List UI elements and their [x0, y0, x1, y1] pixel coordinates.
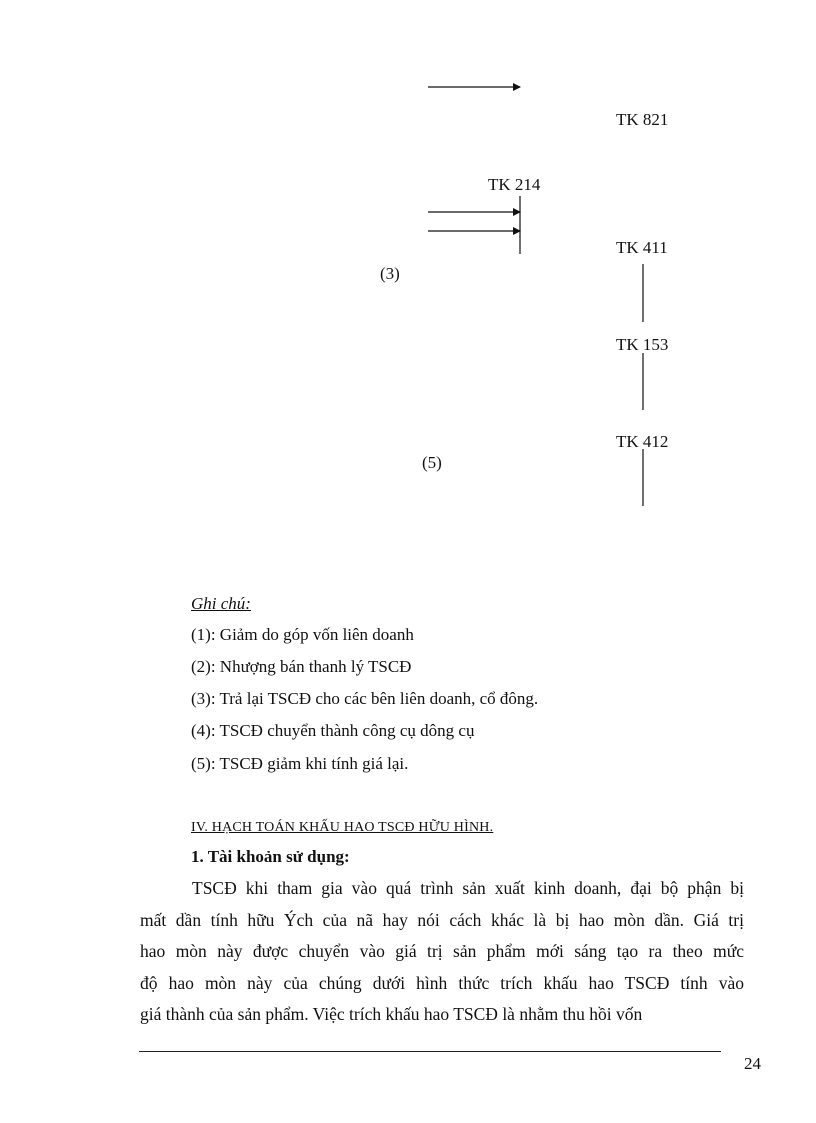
note-item: (5): TSCĐ giảm khi tính giá lại.	[191, 754, 409, 773]
paragraph-line: TSCĐ khi tham gia vào quá trình sản xuất kinh doanh, đại bộ phận bị	[192, 878, 744, 898]
paragraph-line: hao mòn này được chuyển vào giá trị sản phẩm mới sáng tạo ra theo mức	[140, 941, 744, 961]
note-item: (1): Giảm do góp vốn liên doanh	[191, 625, 414, 644]
flow-label-5: (5)	[422, 453, 442, 472]
paragraph-line: giá thành của sản phẩm. Việc trích khấu hao TSCĐ là nhằm thu hồi vốn	[140, 1004, 643, 1024]
account-label-tk821: TK 821	[616, 110, 669, 129]
note-item: (2): Nhượng bán thanh lý TSCĐ	[191, 657, 412, 676]
note-item: (3): Trả lại TSCĐ cho các bên liên doanh, cổ đông.	[191, 689, 539, 708]
page-number: 24	[744, 1054, 761, 1073]
note-item: (4): TSCĐ chuyển thành công cụ dông cụ	[191, 721, 475, 740]
paragraph-line: mất dần tính hữu Ých của nã hay nói cách khác là bị hao mòn dần. Giá trị	[140, 909, 744, 930]
flow-label-3: (3)	[380, 264, 400, 283]
account-label-tk411: TK 411	[616, 238, 668, 257]
notes-heading: Ghi chú:	[191, 594, 251, 613]
body-paragraph	[140, 873, 744, 1031]
accounting-diagram	[0, 0, 816, 560]
account-label-tk214: TK 214	[488, 175, 541, 194]
footer-rule	[139, 1051, 721, 1052]
subsection-heading: 1. Tài khoản sử dụng:	[191, 847, 350, 866]
paragraph-line: độ hao mòn này của chúng dưới hình thức trích khấu hao TSCĐ tính vào	[140, 972, 744, 993]
section-title: IV. HẠCH TOÁN KHẤU HAO TSCĐ HỮU HÌNH.	[191, 820, 494, 835]
account-label-tk153: TK 153	[616, 335, 669, 354]
account-label-tk412: TK 412	[616, 432, 669, 451]
